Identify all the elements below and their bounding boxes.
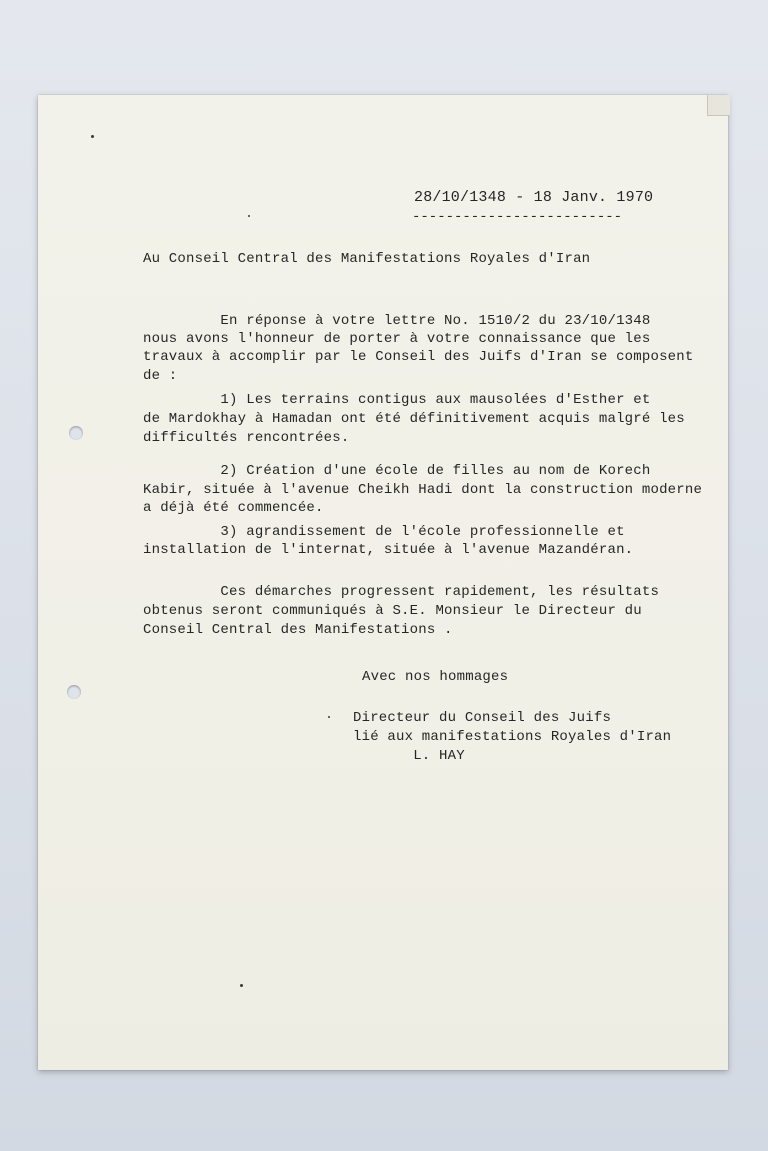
intro-line: nous avons l'honneur de porter à votre connaissance que les (143, 331, 651, 347)
item-3-line: 3) agrandissement de l'école professionnelle et (143, 524, 625, 540)
item-2-line: 2) Création d'une école de filles au nom de Korech (143, 463, 651, 479)
conclusion-line: obtenus seront communiqués à S.E. Monsieur le Directeur du (143, 603, 642, 619)
conclusion-line: Ces démarches progressent rapidement, les résultats (143, 584, 660, 600)
corner-fold (707, 95, 730, 116)
letter-page (38, 95, 728, 1070)
signature-name: L. HAY (353, 748, 465, 764)
punch-hole-top (69, 426, 83, 440)
ink-speck (240, 984, 243, 987)
ink-speck (248, 215, 250, 217)
date-underline: ------------------------- (412, 209, 623, 225)
signature-title: Directeur du Conseil des Juifs (353, 710, 612, 726)
signature-affiliation: lié aux manifestations Royales d'Iran (353, 729, 672, 745)
addressee-line: Au Conseil Central des Manifestations Royales d'Iran (143, 251, 591, 267)
item-2-line: a déjà été commencée. (143, 500, 324, 516)
ink-speck (328, 716, 330, 718)
ink-speck (91, 135, 94, 138)
closing-salutation: Avec nos hommages (362, 669, 509, 685)
item-2-line: Kabir, située à l'avenue Cheikh Hadi dont la construction moderne (143, 482, 703, 498)
item-1-line: 1) Les terrains contigus aux mausolées d'Esther et (143, 392, 651, 408)
punch-hole-bottom (67, 685, 81, 699)
intro-line: En réponse à votre lettre No. 1510/2 du 23/10/1348 (143, 313, 651, 329)
item-1-line: difficultés rencontrées. (143, 430, 350, 446)
intro-line: de : (143, 368, 178, 384)
letter-date: 28/10/1348 - 18 Janv. 1970 (414, 189, 654, 206)
item-3-line: installation de l'internat, située à l'avenue Mazandéran. (143, 542, 634, 558)
intro-line: travaux à accomplir par le Conseil des Juifs d'Iran se composent (143, 349, 694, 365)
conclusion-line: Conseil Central des Manifestations . (143, 622, 453, 638)
item-1-line: de Mardokhay à Hamadan ont été définitivement acquis malgré les (143, 411, 685, 427)
